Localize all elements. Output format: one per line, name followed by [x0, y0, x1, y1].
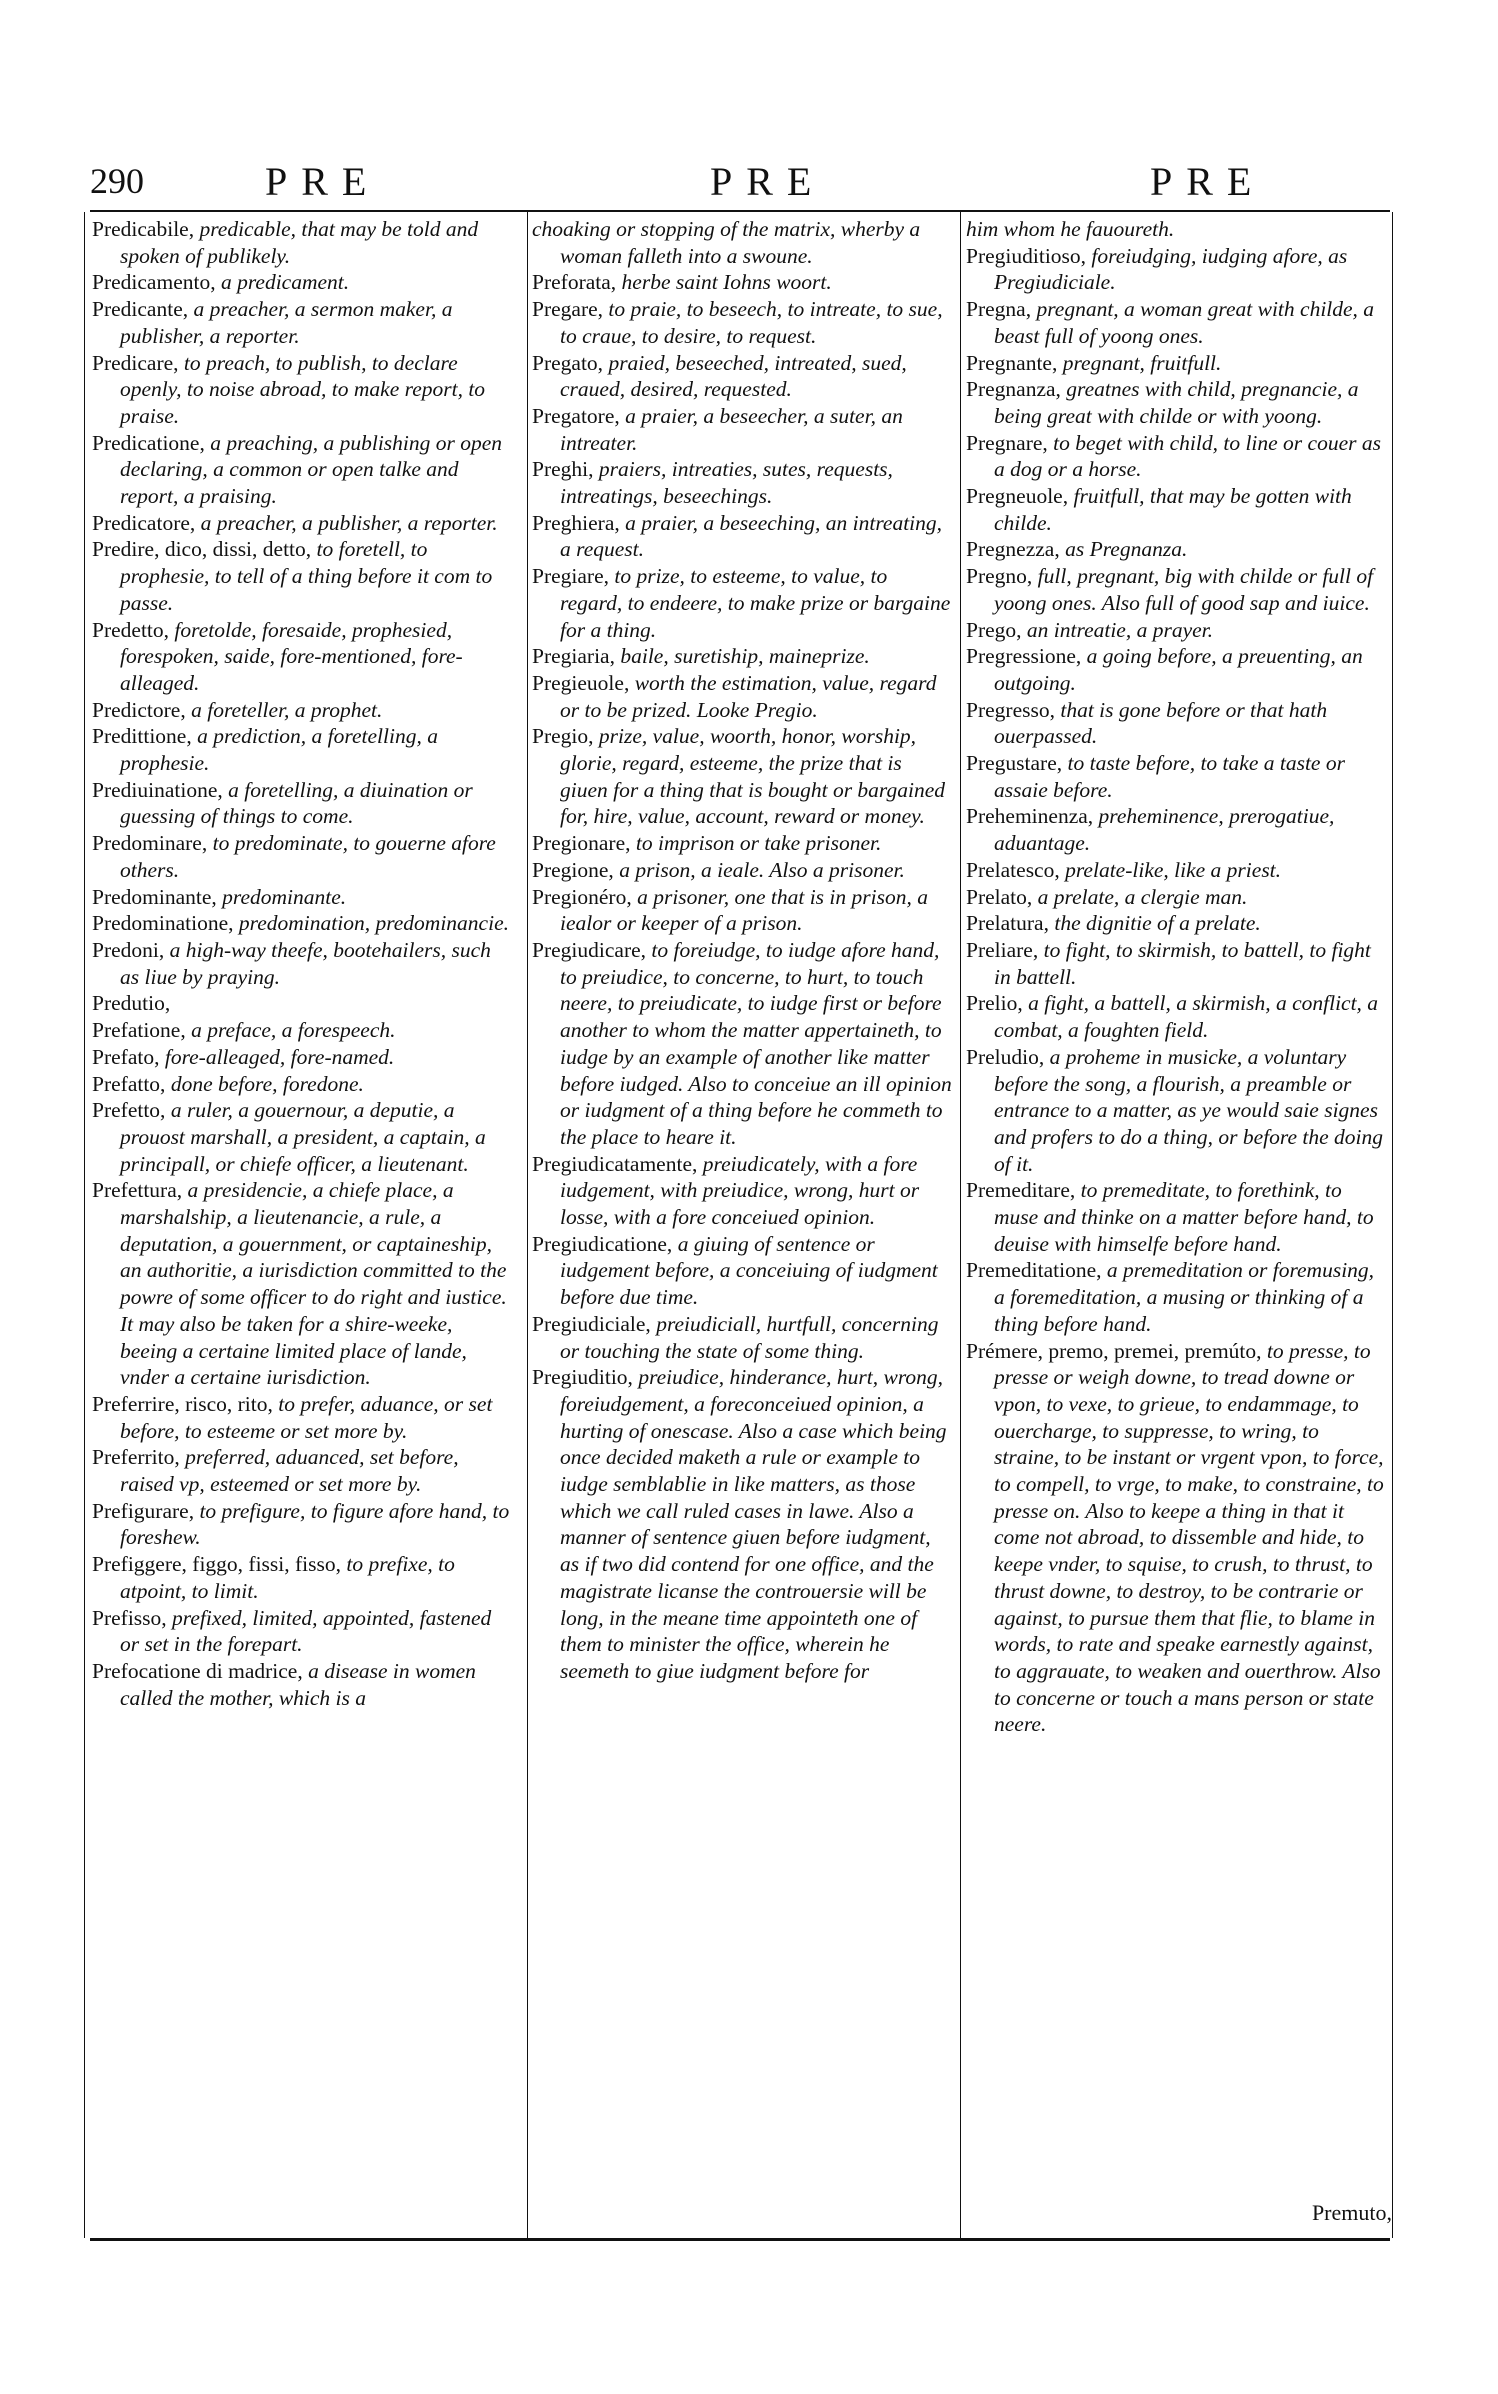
dictionary-entry [966, 563, 1386, 616]
entry-lemma: Premeditare, [966, 1178, 1081, 1203]
dictionary-entry [92, 510, 512, 537]
entry-lemma: Pregnante, [966, 350, 1063, 375]
entry-gloss: herbe saint Iohns woort. [621, 270, 832, 295]
dictionary-entry [532, 403, 952, 456]
entry-lemma: Pregato, [532, 350, 609, 375]
entry-gloss: a presidencie, a chiefe place, a marshalship, a lieutenancie, a rule, a deputation, a gouernment, or captaineship, an authoritie, a iurisdiction committed to the powre of some officer to do right and iustice. It may also be taken for a shire-weeke, beeing a certaine limited place of lande, vnder a certaine iurisdiction. [120, 1178, 507, 1390]
dictionary-entry [92, 910, 512, 937]
dictionary-entry [92, 1658, 512, 1711]
dictionary-entry [92, 1044, 512, 1071]
column-3 [966, 216, 1386, 2234]
dictionary-entry [966, 1338, 1386, 1739]
entry-lemma: Predire, dico, dissi, detto, [92, 537, 317, 562]
entry-lemma: Pregiare, [532, 564, 615, 589]
dictionary-entry [532, 670, 952, 723]
entry-lemma: Prefatto, [92, 1071, 171, 1096]
entry-lemma: Pregna, [966, 297, 1037, 322]
column-rule-2 [960, 212, 961, 2238]
column-rule-1 [527, 212, 528, 2238]
dictionary-entry [532, 1151, 952, 1231]
entry-lemma: Predittione, [92, 724, 198, 749]
entry-gloss: a high-way theefe, bootehailers, such as liue by praying. [120, 937, 491, 989]
dictionary-entry [532, 563, 952, 643]
entry-gloss: praiers, intreaties, sutes, requests, intreatings, beseechings. [560, 457, 893, 509]
entry-gloss: to imprison or take prisoner. [635, 831, 882, 856]
dictionary-entry [532, 643, 952, 670]
entry-gloss: a premeditation or foremusing, a foremeditation, a musing or thinking of a thing before hand. [994, 1258, 1375, 1336]
entry-gloss: fore-alleaged, fore-named. [164, 1044, 395, 1069]
entry-lemma: Pregresso, [966, 697, 1061, 722]
entry-gloss: a proheme in musicke, a voluntary before the song, a flourish, a preamble or entrance to a matter, as ye would saie signes and profers to do a thing, or before the doing of it. [994, 1044, 1383, 1176]
entry-lemma: Predicamento, [92, 270, 221, 295]
entry-gloss: to taste before, to take a taste or assaie before. [994, 751, 1345, 802]
entry-lemma: Pregiudiciale, [532, 1311, 657, 1336]
entry-lemma: Pregnare, [966, 430, 1054, 455]
entry-gloss: an intreatie, a prayer. [1026, 617, 1214, 642]
entry-gloss: to foretell, to prophesie, to tell of a thing before it com to passe. [120, 537, 493, 615]
catchword: Premuto, [1311, 2200, 1392, 2225]
entry-gloss: a disease in women called the mother, which is a [120, 1658, 476, 1710]
entry-gloss: baile, suretiship, maineprize. [620, 644, 870, 669]
entry-lemma: Pregatore, [532, 403, 626, 428]
entry-gloss: greatnes with child, pregnancie, a being great with childe or with yoong. [994, 377, 1359, 428]
dictionary-entry [966, 536, 1386, 563]
entry-lemma: Predutio, [92, 991, 171, 1016]
dictionary-entry [532, 723, 952, 830]
entry-gloss: a prelate, a clergie man. [1037, 884, 1248, 909]
dictionary-entry [532, 456, 952, 509]
entry-lemma: Pregiuditio, [532, 1365, 639, 1390]
entry-gloss: to fight, to skirmish, to battell, to fight in battell. [994, 937, 1371, 989]
dictionary-entry [92, 216, 512, 269]
dictionary-entry [966, 990, 1386, 1043]
dictionary-entry [966, 483, 1386, 536]
entry-gloss: to preach, to publish, to declare openly, to noise abroad, to make report, to praise. [120, 350, 486, 428]
entry-lemma: Pregressione, [966, 644, 1087, 669]
entry-lemma: Preghi, [532, 457, 599, 482]
entry-lemma: Prémere, premo, premei, premúto, [966, 1338, 1267, 1363]
running-head [90, 160, 1390, 212]
entry-lemma: Pregiuditioso, [966, 243, 1092, 268]
entry-gloss: preiudiciall, hurtfull, concerning or touching the state of some thing. [560, 1311, 939, 1363]
entry-lemma: Preferrire, risco, rito, [92, 1391, 279, 1416]
entry-lemma: Pregneuole, [966, 484, 1074, 509]
bottom-rule [90, 2238, 1390, 2241]
entry-lemma: Prefocatione di madrice, [92, 1658, 309, 1683]
entry-gloss: a preacher, a sermon maker, a publisher, a reporter. [120, 297, 453, 348]
entry-lemma: Predicabile, [92, 217, 200, 241]
entry-gloss: a foreteller, a prophet. [191, 697, 383, 722]
entry-lemma: Prefatione, [92, 1018, 192, 1043]
dictionary-entry [92, 937, 512, 990]
entry-gloss: prefixed, limited, appointed, fastened or set in the forepart. [120, 1605, 492, 1657]
entry-lemma: Pregnezza, [966, 537, 1066, 562]
dictionary-entry [966, 803, 1386, 856]
entry-lemma: Pregione, [532, 857, 620, 882]
entry-gloss: to prefixe, to atpoint, to limit. [120, 1552, 455, 1603]
entry-lemma: Prelatura, [966, 911, 1055, 936]
entry-gloss: predomination, predominancie. [238, 911, 509, 936]
entry-gloss: a going before, a preuenting, an outgoing. [994, 644, 1363, 695]
entry-lemma: Prelatesco, [966, 857, 1066, 882]
entry-lemma: Pregiaria, [532, 644, 621, 669]
dictionary-entry [532, 296, 952, 349]
dictionary-entry [966, 643, 1386, 696]
dictionary-entry [532, 350, 952, 403]
dictionary-entry [966, 617, 1386, 644]
entry-lemma: Predicatione, [92, 430, 211, 455]
entry-lemma: Prefettura, [92, 1178, 188, 1203]
entry-lemma: Prefato, [92, 1044, 165, 1069]
dictionary-entry [92, 1498, 512, 1551]
entry-gloss: pregnant, a woman great with childe, a beast full of yoong ones. [994, 297, 1375, 348]
dictionary-entry [92, 269, 512, 296]
dictionary-entry [966, 350, 1386, 377]
entry-gloss: prize, value, woorth, honor, worship, glorie, regard, esteeme, the prize that is giuen for a thing that is bought or bargained for, hire, value, account, reward or money. [560, 724, 946, 829]
entry-gloss: a predicament. [220, 270, 350, 295]
entry-lemma: Preliare, [966, 937, 1044, 962]
entry-lemma: Preghiera, [532, 510, 626, 535]
entry-gloss: predominante. [222, 884, 347, 909]
entry-lemma: Predicatore, [92, 510, 201, 535]
entry-lemma: Pregiudicare, [532, 937, 652, 962]
entry-gloss: full, pregnant, big with childe or full of yoong ones. Also full of good sap and iuice. [994, 564, 1374, 615]
entry-lemma: Pregiudicatione, [532, 1231, 678, 1256]
dictionary-entry [92, 777, 512, 830]
entry-lemma: Predictore, [92, 697, 192, 722]
entry-gloss: a giuing of sentence or iudgement before, a conceiuing of iudgment before due time. [560, 1231, 938, 1310]
dictionary-entry [966, 1257, 1386, 1337]
entry-gloss: to foreiudge, to iudge afore hand, to preiudice, to concerne, to hurt, to touch neere, to preiudicate, to iudge first or before another to whom the matter appertaineth, to iudge by an example of another like matter before iudged. Also to conceiue an ill opinion or iudgment of a thing before he commeth to the place to heare it. [560, 937, 952, 1149]
top-rule [90, 210, 1390, 212]
entry-gloss: a ruler, a gouernour, a deputie, a prouost marshall, a president, a captain, a principall, or chiefe officer, a lieutenant. [120, 1098, 486, 1176]
entry-gloss: prelate-like, like a priest. [1065, 857, 1282, 882]
dictionary-entry [92, 830, 512, 883]
headword-center: PRE [710, 159, 826, 204]
entry-lemma: Preheminenza, [966, 804, 1099, 829]
entry-lemma: Pregio, [532, 724, 599, 749]
dictionary-entry [92, 990, 512, 1017]
dictionary-entry [92, 1071, 512, 1098]
dictionary-entry [92, 430, 512, 510]
dictionary-entry [966, 216, 1386, 243]
dictionary-entry [92, 1444, 512, 1497]
dictionary-entry [532, 1311, 952, 1364]
entry-lemma: Preludio, [966, 1044, 1050, 1069]
entry-gloss: to prize, to esteeme, to value, to regard, to endeere, to make prize or bargaine for a thing. [560, 564, 951, 642]
dictionary-entry [532, 857, 952, 884]
page-number: 290 [90, 161, 144, 201]
dictionary-entry [532, 830, 952, 857]
entry-gloss: to prefigure, to figure afore hand, to foreshew. [120, 1498, 510, 1550]
dictionary-entry [92, 1097, 512, 1177]
entry-gloss: choaking or stopping of the matrix, wherby a woman falleth into a swoune. [532, 217, 921, 268]
dictionary-entry [92, 1391, 512, 1444]
entry-lemma: Pregionéro, [532, 884, 638, 909]
entry-gloss: to presse, to presse or weigh downe, to tread downe or vpon, to vexe, to grieue, to endammage, to ouercharge, to suppresse, to wring, to straine, to be instant or vrgent vpon, to force, to compell, to vrge, to make, to constraine, to presse on. Also to keepe a thing in that it come not abroad, to dissemble and hide, to keepe vnder, to squise, to crush, to thrust, to thrust downe, to destroy, to be contrarie or against, to pursue them that flie, to blame in words, to rate and speake earnestly against, to aggrauate, to weaken and ouerthrow. Also to concerne or touch a mans person or state neere. [994, 1338, 1384, 1737]
entry-lemma: Prefiggere, figgo, fissi, fisso, [92, 1552, 347, 1577]
entry-gloss: foretolde, foresaide, prophesied, forespoken, saide, fore-mentioned, fore-alleaged. [120, 617, 463, 695]
entry-lemma: Pregionare, [532, 831, 636, 856]
dictionary-entry [966, 296, 1386, 349]
entry-gloss: predicable, that may be told and spoken of publikely. [120, 217, 479, 268]
dictionary-entry [532, 216, 952, 269]
dictionary-entry [92, 1017, 512, 1044]
dictionary-entry [966, 750, 1386, 803]
headword-left: PRE [265, 159, 381, 204]
dictionary-entry [92, 1605, 512, 1658]
entry-lemma: Prego, [966, 617, 1027, 642]
entry-lemma: Predominare, [92, 831, 213, 856]
entry-gloss: a prediction, a foretelling, a prophesie. [120, 724, 438, 776]
entry-gloss: a prison, a ieale. Also a prisoner. [619, 857, 905, 882]
entry-gloss: a fight, a battell, a skirmish, a conflict, a combat, a foughten field. [994, 991, 1379, 1043]
entry-gloss: a prisoner, one that is in prison, a iealor or keeper of a prison. [560, 884, 928, 936]
entry-gloss: pregnant, fruitfull. [1062, 350, 1222, 375]
entry-gloss: him whom he fauoureth. [966, 217, 1175, 241]
entry-gloss: preheminence, prerogatiue, aduantage. [994, 804, 1335, 856]
left-border-rule [84, 212, 85, 2238]
entry-lemma: Predominante, [92, 884, 223, 909]
dictionary-entry [532, 884, 952, 937]
entry-lemma: Predoni, [92, 937, 170, 962]
entry-lemma: Premeditatione, [966, 1258, 1107, 1283]
headword-right: PRE [1150, 159, 1266, 204]
entry-lemma: Predicare, [92, 350, 184, 375]
entry-lemma: Prefetto, [92, 1098, 171, 1123]
entry-lemma: Prediuinatione, [92, 777, 229, 802]
entry-lemma: Predicante, [92, 297, 194, 322]
dictionary-entry [92, 617, 512, 697]
dictionary-entry [532, 1231, 952, 1311]
entry-lemma: Pregare, [532, 297, 609, 322]
entry-lemma: Pregustare, [966, 751, 1068, 776]
entry-lemma: Pregiudicatamente, [532, 1151, 703, 1176]
dictionary-entry [532, 1364, 952, 1684]
entry-gloss: to praie, to beseech, to intreate, to sue, to craue, to desire, to request. [560, 297, 943, 348]
entry-gloss: to predominate, to gouerne afore others. [120, 831, 496, 882]
entry-gloss: the dignitie of a prelate. [1054, 911, 1261, 936]
entry-gloss: a praier, a beseeching, an intreating, a request. [560, 510, 943, 562]
entry-gloss: preiudice, hinderance, hurt, wrong, foreiudgement, a foreconceiued opinion, a hurting of onescase. Also a case which being once decided maketh a rule or example to iudge semblablie in like matters, as those which we call ruled cases in lawe. Also a manner of sentence giuen before iudgment, as if two did contend for one office, and the magistrate licanse the controuersie will be long, in the meane time appointeth one of them to minister the office, wherein he seemeth to giue iudgment before for [560, 1365, 947, 1683]
entry-gloss: preiudicately, with a fore iudgement, with preiudice, wrong, hurt or losse, with a fore conceiued opinion. [560, 1151, 920, 1230]
dictionary-entry [532, 937, 952, 1151]
entry-lemma: Prefisso, [92, 1605, 173, 1630]
dictionary-entry [966, 1044, 1386, 1178]
entry-gloss: to premeditate, to forethink, to muse and thinke on a matter before hand, to deuise with himselfe before hand. [994, 1178, 1374, 1256]
column-1 [92, 216, 512, 2234]
entry-lemma: Preforata, [532, 270, 622, 295]
entry-lemma: Pregnanza, [966, 377, 1067, 402]
entry-gloss: a foretelling, a diuination or guessing of things to come. [120, 777, 473, 829]
dictionary-entry [966, 243, 1386, 296]
entry-gloss: praied, beseeched, intreated, sued, craued, desired, requested. [560, 350, 907, 402]
entry-gloss: a preface, a forespeech. [191, 1018, 396, 1043]
entry-gloss: a praier, a beseecher, a suter, an intreater. [560, 403, 903, 455]
entry-lemma: Prefigurare, [92, 1498, 200, 1523]
entry-lemma: Pregieuole, [532, 670, 635, 695]
dictionary-entry [966, 697, 1386, 750]
entry-gloss: a preacher, a publisher, a reporter. [200, 510, 498, 535]
entry-gloss: that is gone before or that hath ouerpassed. [994, 697, 1328, 749]
dictionary-entry [966, 430, 1386, 483]
dictionary-entry [532, 510, 952, 563]
dictionary-entry [966, 857, 1386, 884]
dictionary-entry [966, 910, 1386, 937]
dictionary-entry [532, 269, 952, 296]
dictionary-entry [92, 536, 512, 616]
dictionary-entry [966, 937, 1386, 990]
entry-gloss: to prefer, aduance, or set before, to esteeme or set more by. [120, 1391, 493, 1443]
entry-gloss: preferred, aduanced, set before, raised vp, esteemed or set more by. [120, 1445, 459, 1497]
entry-gloss: worth the estimation, value, regard or to be prized. Looke Pregio. [560, 670, 937, 722]
dictionary-entry [92, 723, 512, 776]
entry-gloss: fruitfull, that may be gotten with childe. [994, 484, 1352, 535]
entry-lemma: Pregno, [966, 564, 1038, 589]
entry-gloss: as Pregnanza. [1065, 537, 1188, 562]
dictionary-entry [966, 884, 1386, 911]
entry-gloss: to beget with child, to line or couer as a dog or a horse. [994, 430, 1381, 482]
dictionary-entry [92, 1551, 512, 1604]
dictionary-entry [966, 376, 1386, 429]
entry-lemma: Prelio, [966, 991, 1029, 1016]
right-border-rule [1392, 212, 1393, 2238]
entry-gloss: foreiudging, iudging afore, as Pregiudiciale. [994, 243, 1348, 295]
entry-lemma: Predominatione, [92, 911, 239, 936]
entry-lemma: Prelato, [966, 884, 1038, 909]
dictionary-entry [92, 296, 512, 349]
dictionary-entry [966, 1177, 1386, 1257]
column-2 [532, 216, 952, 2234]
dictionary-entry [92, 884, 512, 911]
dictionary-entry [92, 350, 512, 430]
entry-lemma: Predetto, [92, 617, 175, 642]
entry-gloss: done before, foredone. [170, 1071, 364, 1096]
dictionary-entry [92, 697, 512, 724]
entry-gloss: a preaching, a publishing or open declaring, a common or open talke and report, a praising. [120, 430, 503, 509]
entry-lemma: Preferrito, [92, 1445, 186, 1470]
dictionary-entry [92, 1177, 512, 1391]
